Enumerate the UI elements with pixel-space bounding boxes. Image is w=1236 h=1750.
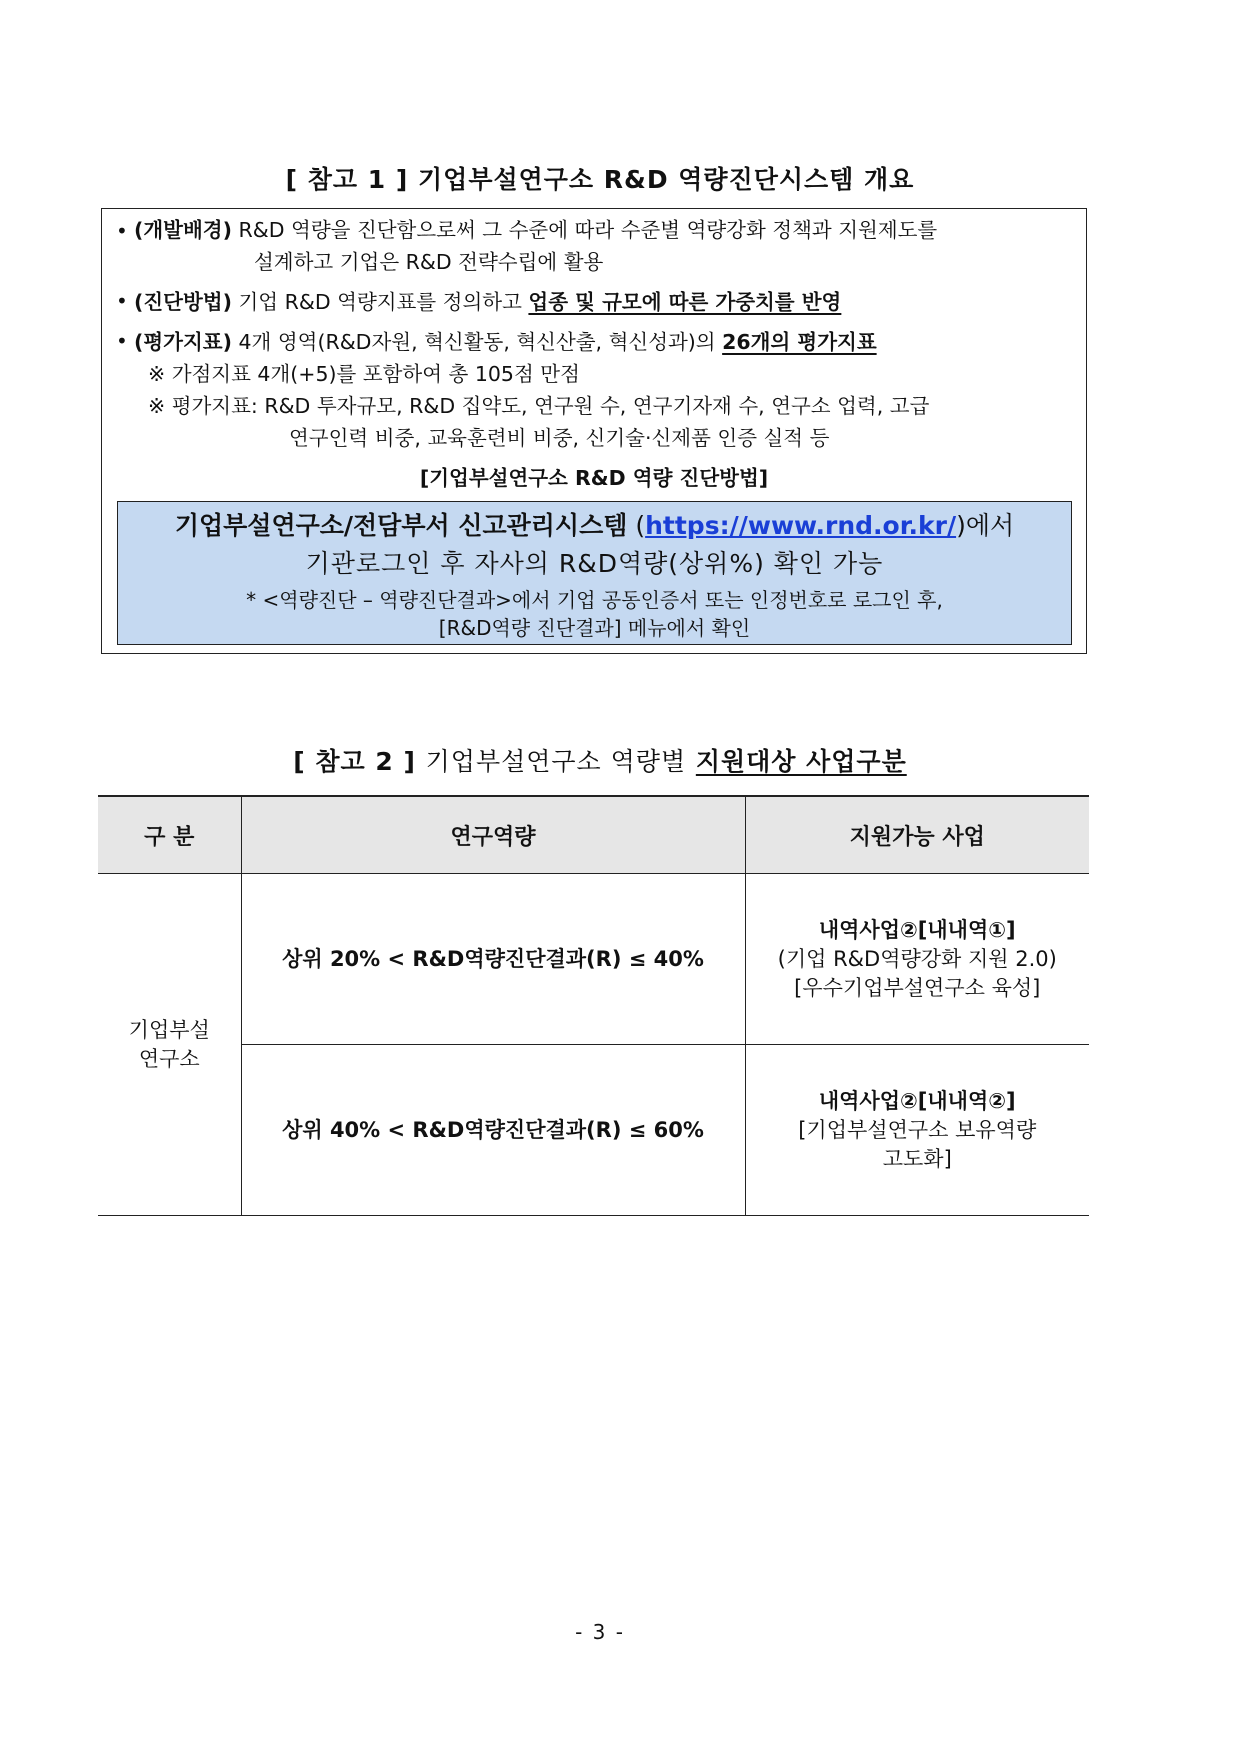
info-line-3: * <역량진단 – 역량진단결과>에서 기업 공동인증서 또는 인정번호로 로그인 후, [246, 588, 943, 612]
capability-range: 상위 40% < R&D역량진단결과(R) ≤ 60% [241, 1045, 745, 1216]
bullet-icon: • [116, 329, 128, 353]
note-bonus: ※ 가점지표 4개(+5)를 포함하여 총 105점 만점 [148, 362, 580, 386]
bullet-indicators [134, 325, 877, 355]
header-capability: 연구역량 [241, 796, 745, 874]
bullet-emphasis: 업종 및 규모에 따른 가중치를 반영 [528, 290, 842, 314]
capability-range: 상위 20% < R&D역량진단결과(R) ≤ 40% [241, 874, 745, 1045]
note-indicators-cont: 연구인력 비중, 교육훈련비 비중, 신기술·신제품 인증 실적 등 [289, 426, 830, 450]
program-cell: 내역사업②[내내역②] [기업부설연구소 보유역량 고도화] [745, 1045, 1089, 1216]
ref1-title: [ 참고 1 ] 기업부설연구소 R&D 역량진단시스템 개요 [285, 165, 915, 194]
page-number: - 3 - [575, 1620, 625, 1644]
category-cell: 기업부설 연구소 [98, 874, 241, 1216]
info-line-1: 기업부설연구소/전담부서 신고관리시스템 (https://www.rnd.or.kr/)에서 [174, 511, 1015, 540]
bullet-text: 4개 영역(R&D자원, 혁신활동, 혁신산출, 혁신성과)의 [238, 330, 716, 354]
bullet-background [134, 213, 937, 243]
bullet-text: R&D 역량을 진단함으로써 그 수준에 따라 수준별 역량강화 정책과 지원제도를 [238, 218, 938, 242]
bullet-emphasis: 26개의 평가지표 [722, 330, 877, 354]
bullet-text-cont: 설계하고 기업은 R&D 전략수립에 활용 [254, 250, 604, 274]
bullet-label: (평가지표) [134, 330, 232, 354]
ref1-summary-box [101, 208, 1087, 654]
program-cell: 내역사업②[내내역①] (기업 R&D역량강화 지원 2.0) [우수기업부설연구소 육성] [745, 874, 1089, 1045]
bullet-method [134, 285, 841, 315]
ref2-title: [ 참고 2 ] 기업부설연구소 역량별 지원대상 사업구분 [293, 747, 907, 776]
system-url-link[interactable]: https://www.rnd.or.kr/ [645, 511, 957, 540]
info-line-2: 기관로그인 후 자사의 R&D역량(상위%) 확인 가능 [305, 549, 884, 578]
system-name: 기업부설연구소/전담부서 신고관리시스템 [174, 511, 628, 540]
info-box [117, 501, 1072, 645]
bullet-icon: • [116, 289, 128, 313]
header-category: 구 분 [98, 796, 241, 874]
bullet-label: (개발배경) [134, 218, 232, 242]
table-header-row [98, 796, 1089, 874]
table-row [98, 874, 1089, 1045]
bullet-label: (진단방법) [134, 290, 232, 314]
info-line-4: [R&D역량 진단결과] 메뉴에서 확인 [438, 616, 751, 640]
note-indicators: ※ 평가지표: R&D 투자규모, R&D 집약도, 연구원 수, 연구기자재 수, 연구소 업력, 고급 [148, 394, 930, 418]
bullet-icon: • [116, 219, 128, 243]
header-program: 지원가능 사업 [745, 796, 1089, 874]
bullet-text: 기업 R&D 역량지표를 정의하고 [238, 290, 522, 314]
support-program-table [98, 795, 1089, 1216]
method-title: [기업부설연구소 R&D 역량 진단방법] [419, 466, 769, 490]
table-row [98, 1045, 1089, 1216]
